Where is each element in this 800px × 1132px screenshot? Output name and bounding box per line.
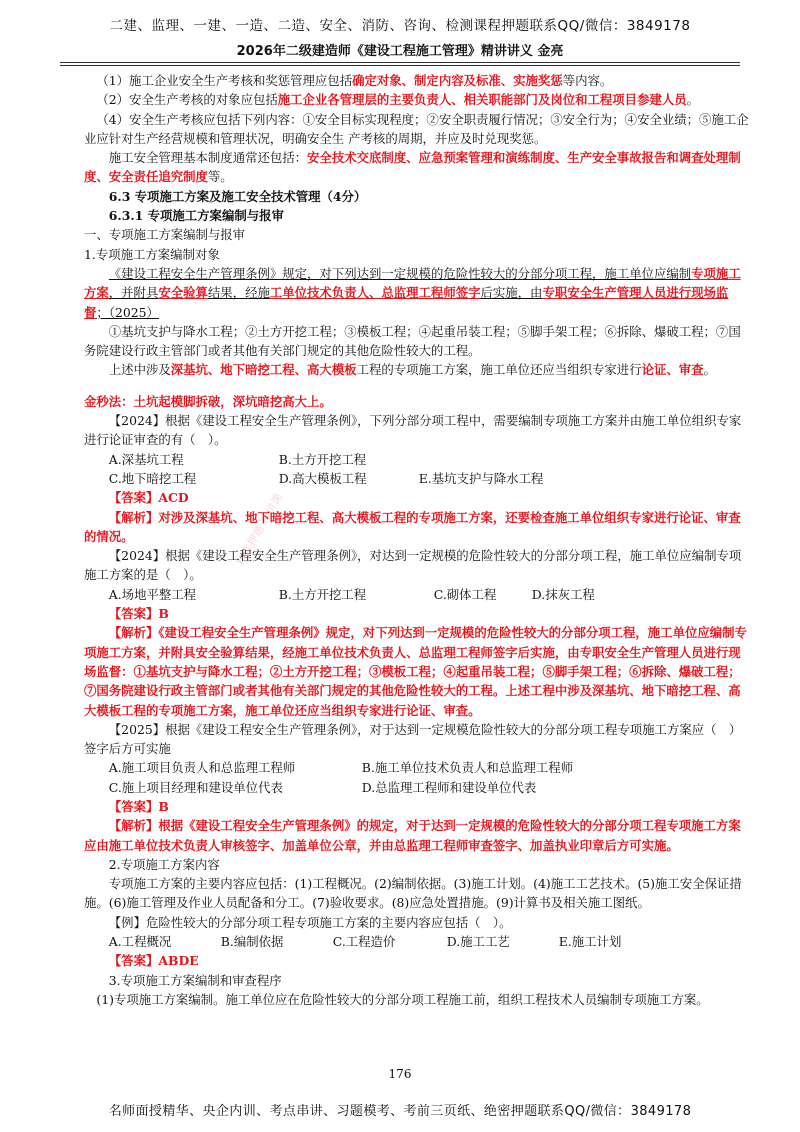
question-3-options-row-2 [84,778,750,797]
option-d: D.施工工艺 [446,934,510,950]
question-1-options-row-1 [84,450,750,469]
paragraph-project-list: ①基坑支护与降水工程；②土方开挖工程；③模板工程；④起重吊装工程；⑤脚手架工程；⑥拆除、爆破工程；⑦国务院建设行政主管部门或者其他有关部门规定的其他危险性较大的工程。 [84,323,741,359]
page-number: 176 [388,1067,412,1081]
question-4-stem: 【例】危险性较大的分部分项工程专项施工方案的主要内容应包括（ ）。 [108,914,512,930]
question-1-analysis: 【解析】对涉及深基坑、地下暗挖工程、高大模板工程的专项施工方案，还要检查施工单位组织专家进行论证、审查的情况。 [84,509,741,544]
question-3-analysis: 【解析】根据《建设工程安全生产管理条例》的规定，对于达到一定规模的危险性较大的分部分项工程专项施工方案应由施工单位技术负责人审核签字、加盖单位公章，并由总监理工程师审查签字、加盖执业印章后方可实施。 [84,818,741,853]
question-3-answer: 【答案】B [108,798,169,814]
option-d: D.高大模板工程 [278,470,367,486]
header-rule-thin [60,65,740,66]
paragraph-expert-review: 上述中涉及深基坑、地下暗挖工程、高大模板工程的专项施工方案，施工单位还应当组织专家进行论证、审查。 [108,362,716,378]
option-a: A.深基坑工程 [108,451,184,467]
question-2-answer: 【答案】B [108,606,169,622]
option-e: E.基坑支护与降水工程 [418,470,544,486]
question-2-analysis: 【解析】《建设工程安全生产管理条例》规定，对下列达到一定规模的危险性较大的分部分项工程，施工单位应编制专项施工方案，并附具安全验算结果，经施工单位技术负责人、总监理工程师签字后实施，由专职安全生产管理人员进行现场监督：①基坑支护与降水工程；②土方开挖工程；③模板工程；④起重吊装工程；⑤脚手架工程；⑥拆除、爆破工程；⑦国务院建设行政主管部门或者其他有关部门规定的其他危险性较大的工程。上述工程中涉及深基坑、地下暗挖工程、高大模板工程的专项施工方案，施工单位还应当组织专家进行论证、审查。 [84,625,747,718]
paragraph-assessment-objects: （2）安全生产考核的对象应包括施工企业各管理层的主要负责人、相关职能部门及岗位和工程项目参建人员。 [96,92,700,108]
heading-one: 一、专项施工方案编制与报审 [84,227,246,243]
heading-2-content: 2.专项施工方案内容 [108,856,220,872]
option-a: A.工程概况 [108,934,172,950]
option-b: B.土方开挖工程 [278,451,367,467]
mnemonic: 金秒法：土坑起模脚拆破，深坑暗挖高大上。 [84,393,332,409]
question-3-stem: 【2025】根据《建设工程安全生产管理条例》，对于达到一定规模危险性较大的分部分项工程专项施工方案应（ ）签字后方可实施 [84,721,742,757]
page-content [84,71,750,1009]
question-1-options-row-2 [84,469,750,488]
option-d: D.抹灰工程 [531,586,595,602]
option-a: A.施工项目负责人和总监理工程师 [108,760,296,776]
paragraph-plan-preparation: (1)专项施工方案编制。施工单位应在危险性较大的分部分项工程施工前，组织工程技术人员编制专项施工方案。 [96,991,709,1007]
option-d: D.总监理工程师和建设单位代表 [361,779,537,795]
paragraph-reward-punish: （1）施工企业安全生产考核和奖惩管理应包括确定对象、制定内容及标准、实施奖惩等内容。 [96,73,613,88]
option-c: C.施上项目经理和建设单位代表 [108,779,283,795]
option-e: E.施工计划 [558,934,622,950]
option-c: C.砌体工程 [433,586,497,602]
option-b: B.土方开挖工程 [278,586,367,602]
question-1-stem: 【2024】根据《建设工程安全生产管理条例》，下列分部分项工程中，需要编制专项施工方案并由施工单位组织专家进行论证审查的有（ ）。 [84,413,742,448]
question-2-options [84,585,750,604]
paragraph-plan-content: 专项施工方案的主要内容应包括：(1)工程概况。(2)编制依据。(3)施工计划。(4)施工工艺技术。(5)施工安全保证措施。(6)施工管理及作业人员配备和分工。(7)验收要求。(8)应急处置措施。(9)计算书及相关施工图纸。 [84,876,742,911]
watermark: 精准押题 精讲课 [233,491,286,568]
question-3-options-row-1 [84,758,750,777]
question-2-stem: 【2024】根据《建设工程安全生产管理条例》，对达到一定规模的危险性较大的分部分项工程，施工单位应编制专项施工方案的是（ ）。 [84,548,742,583]
header-rule [60,62,740,63]
option-a: A.场地平整工程 [108,586,197,602]
question-4-answer: 【答案】ABDE [108,953,199,969]
heading-3-procedure: 3.专项施工方案编制和审查程序 [108,972,282,988]
question-1-answer: 【答案】ACD [108,490,189,506]
question-4-options [84,932,750,951]
section-heading-6-3: 6.3 专项施工方案及施工安全技术管理（4分） [108,188,367,204]
header-line-1: 二建、监理、一建、一造、二造、安全、消防、咨询、检测课程押题联系QQ/微信：3849178 [109,18,691,34]
paragraph-basic-systems: 施工安全管理基本制度通常还包括：安全技术交底制度、应急预案管理和演练制度、生产安全事故报告和调查处理制度、安全责任追究制度等。 [84,150,741,185]
option-b: B.编制依据 [220,934,284,950]
paragraph-regulation: 《建设工程安全生产管理条例》规定，对下列达到一定规模的危险性较大的分部分项工程，施工单位应编制专项施工方案，并附具安全验算结果，经施工单位技术负责人、总监理工程师签字后实施，由专职安全生产管理人员进行现场监督；（2025） [84,265,741,320]
footer-line: 名师面授精华、央企内训、考点串讲、习题模考、考前三页纸、绝密押题联系QQ/微信：3849178 [108,1104,692,1119]
heading-1-objects: 1.专项施工方案编制对象 [84,246,220,262]
section-heading-6-3-1: 6.3.1 专项施工方案编制与报审 [108,208,284,224]
paragraph-assessment-content: （4）安全生产考核应包括下列内容：①安全目标实现程度；②安全职责履行情况；③安全行为；④安全业绩；⑤施工企业应针对生产经营规模和管理状况，明确安全生 产考核的周期，并应及时兑现奖惩。 [84,111,749,146]
option-c: C.工程造价 [332,934,396,950]
option-c: C.地下暗挖工程 [108,470,197,486]
option-b: B.施工单位技术负责人和总监理工程师 [361,760,574,776]
header-title: 2026年二级建造师《建设工程施工管理》精讲讲义 金亮 [236,44,564,59]
